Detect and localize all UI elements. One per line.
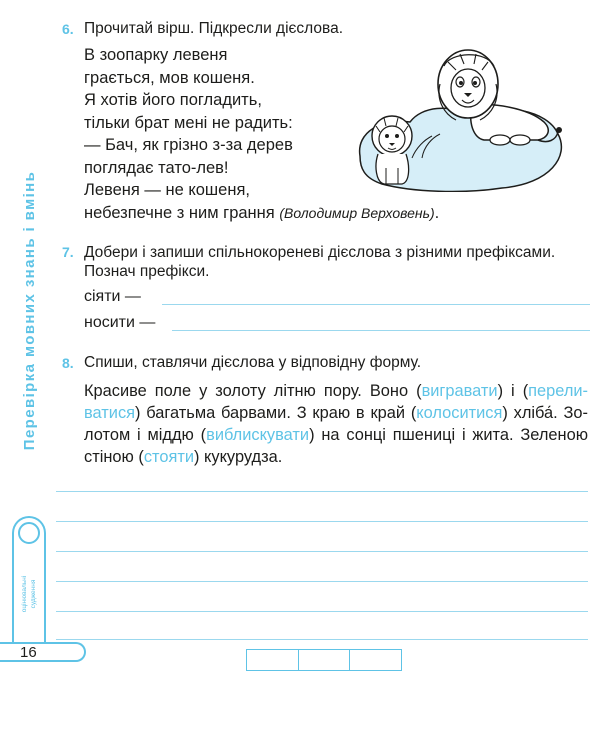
text-segment: ) кукурудза. — [194, 448, 283, 466]
text-segment: ) на сонці пшениці і жита. Зеленою — [309, 426, 588, 444]
task6-title: Прочитай вірш. Підкресли дієслова. — [84, 20, 344, 37]
poem-line: В зоопарку левеня — [84, 46, 228, 64]
task8-text — [84, 380, 588, 468]
grade-boxes — [246, 649, 402, 671]
tab-text-line2: судження — [30, 579, 37, 609]
poem-line: Левеня — не кошеня, — [84, 181, 250, 199]
poem-line: поглядає тато-лев! — [84, 158, 229, 177]
grade-box[interactable] — [350, 650, 401, 670]
writing-line[interactable] — [56, 611, 588, 612]
verb-hint: виблискувати — [206, 426, 310, 444]
task8-line-4 — [84, 446, 588, 468]
task7-answer-line-2[interactable] — [172, 330, 590, 331]
tab-text — [14, 548, 44, 640]
page-number-bar — [0, 642, 86, 662]
poem-line: Я хотів його погладить, — [84, 91, 262, 109]
text-segment: Красиве поле у золоту літню пору. Воно ( — [84, 382, 422, 400]
text-segment: стіною ( — [84, 448, 144, 466]
tab-circle-icon — [18, 522, 40, 544]
task7-word-1: сіяти — — [84, 288, 141, 305]
task8-number: 8. — [62, 355, 74, 371]
writing-line[interactable] — [56, 581, 588, 582]
task8-line-group — [84, 380, 588, 446]
verb-hint: ватися — [84, 404, 136, 422]
grade-box[interactable] — [299, 650, 351, 670]
poem-line: тільки брат мені не радить: — [84, 113, 293, 132]
task7-word-2: носити — — [84, 314, 156, 331]
task8-line-1 — [84, 380, 588, 402]
verb-hint: вигравати — [421, 382, 498, 400]
lion-illustration — [352, 44, 570, 192]
task7-title-line1: Добери і запиши спільнокореневі дієслова з різними префіксами. — [84, 244, 556, 261]
verb-hint: колоситися — [416, 404, 503, 422]
poem-last-line — [84, 202, 439, 225]
section-title-text: Перевірка мовних знань і вмінь — [21, 170, 39, 450]
writing-line[interactable] — [56, 551, 588, 552]
task8-line-2 — [84, 402, 588, 424]
text-segment: ) хліба́. Зо- — [502, 404, 589, 422]
page-number: 16 — [20, 644, 37, 661]
writing-line[interactable] — [56, 639, 588, 640]
assessment-tab — [12, 516, 46, 644]
verb-hint: перели- — [528, 382, 589, 400]
section-title-vertical — [15, 120, 45, 500]
grade-box[interactable] — [247, 650, 299, 670]
tab-text-lines — [20, 576, 38, 612]
task8-line-3 — [84, 424, 588, 446]
task7-number: 7. — [62, 244, 74, 260]
text-segment: лотом і міддю ( — [84, 426, 207, 444]
task7-title-line2: Познач префікси. — [84, 263, 210, 280]
writing-line[interactable] — [56, 521, 588, 522]
task8-title: Спиши, ставлячи дієслова у відповідну форму. — [84, 354, 422, 371]
text-segment: ) і ( — [497, 382, 529, 400]
task7-answer-line-1[interactable] — [162, 304, 590, 305]
verb-hint: стояти — [143, 448, 195, 466]
writing-line[interactable] — [56, 491, 588, 492]
tab-text-line1: оцінювальні — [21, 575, 28, 613]
task6-number: 6. — [62, 21, 74, 37]
text-segment: ) багатьма барвами. З краю в край ( — [135, 404, 417, 422]
poem-author: (Володимир Верховень) — [279, 204, 435, 221]
poem-end-punct: . — [434, 203, 440, 222]
poem-line: — Бач, як грізно з-за дерев — [84, 136, 293, 154]
poem-line: грається, мов кошеня. — [84, 68, 255, 87]
task7-title — [84, 243, 584, 281]
poem-line: небезпечне з ним грання — [84, 203, 275, 222]
